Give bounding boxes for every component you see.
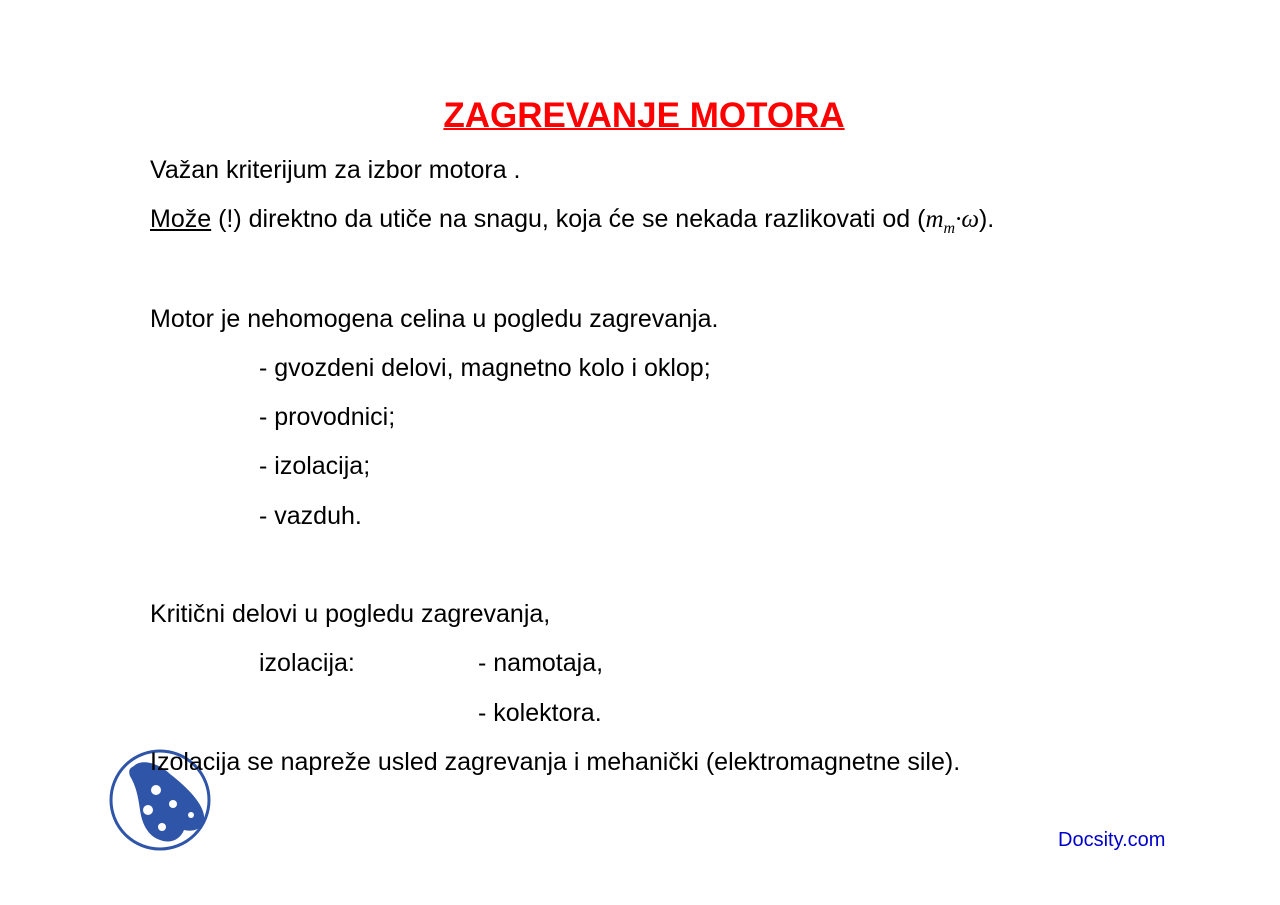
underlined-word: Može <box>150 205 212 233</box>
text-line: Izolacija se napreže usled zagrevanja i mehanički (elektromagnetne sile). <box>150 748 961 776</box>
page-title: ZAGREVANJE MOTORA <box>443 96 845 135</box>
bullet-item: - provodnici; <box>259 403 396 431</box>
text-line: Važan kriterijum za izbor motora . <box>150 156 521 184</box>
text: (!) direktno da utiče na snagu, koja će se nekada razlikovati od ( <box>211 205 926 233</box>
bullet-item: - izolacija; <box>259 452 371 480</box>
label: izolacija: <box>259 649 355 677</box>
bullet-item: - kolektora. <box>478 699 602 727</box>
text-line <box>150 204 994 244</box>
text-line: Motor je nehomogena celina u pogledu zagrevanja. <box>150 305 719 333</box>
formula-omega: ·ω <box>955 206 979 233</box>
formula-m: m <box>925 206 944 233</box>
bullet-item: - namotaja, <box>478 649 604 677</box>
bullet-item: - vazduh. <box>259 502 362 530</box>
docsity-link[interactable]: Docsity.com <box>1058 829 1166 851</box>
formula-subscript: m <box>943 220 956 237</box>
text: ). <box>978 205 995 233</box>
bullet-item: - gvozdeni delovi, magnetno kolo i oklop; <box>259 354 711 382</box>
text-line: Kritični delovi u pogledu zagrevanja, <box>150 600 551 628</box>
